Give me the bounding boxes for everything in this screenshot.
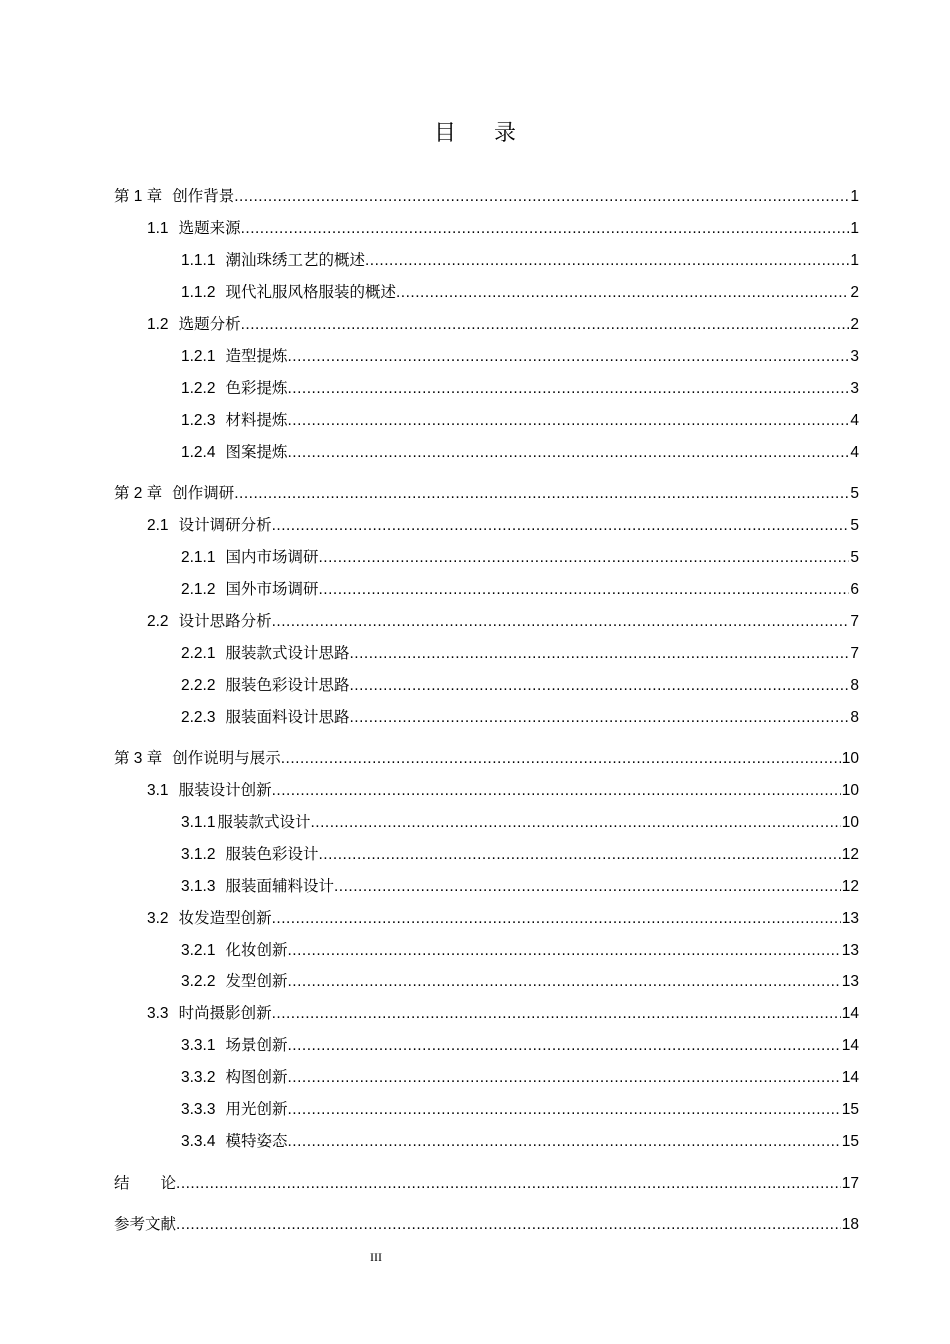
toc-entry-label: 服装色彩设计思路 <box>225 676 350 694</box>
toc-entry-number: 1.2.2 <box>181 380 216 397</box>
toc-entry[interactable] <box>0 1172 950 1194</box>
toc-entry-page: 3 <box>850 348 859 365</box>
toc-entry-number: 1.2.1 <box>181 348 216 365</box>
toc-entry-label: 服装设计创新 <box>178 781 272 799</box>
toc-entry[interactable] <box>0 970 950 992</box>
toc-entry-label: 参考文献 <box>114 1215 177 1233</box>
dot-leader <box>272 780 841 802</box>
dot-leader <box>350 643 850 665</box>
toc-entry-page: 10 <box>841 814 859 831</box>
toc-entry-page: 15 <box>841 1133 859 1150</box>
toc-entry-page: 3 <box>850 380 859 397</box>
page-title <box>0 116 950 147</box>
page-number-footer: III <box>370 1250 382 1264</box>
toc-entry-number: 3.3.1 <box>181 1037 216 1054</box>
toc-entry-page: 18 <box>841 1216 859 1233</box>
toc-entry-number: 3.2 <box>147 910 169 927</box>
toc-entry-number: 第 3 章 <box>114 750 163 767</box>
toc-entry-label: 选题分析 <box>178 315 241 333</box>
toc-entry-page: 14 <box>841 1069 859 1086</box>
toc-entry[interactable] <box>0 1130 950 1152</box>
toc-entry-number: 3.2.2 <box>181 973 216 990</box>
dot-leader <box>288 940 841 962</box>
dot-leader <box>311 812 841 834</box>
toc-entry-number: 3.3.3 <box>181 1101 216 1118</box>
toc-entry-page: 8 <box>850 709 859 726</box>
toc-entry[interactable] <box>0 217 950 239</box>
toc-entry-number: 3.1.2 <box>181 846 216 863</box>
toc-entry-page: 5 <box>850 549 859 566</box>
dot-leader <box>350 707 850 729</box>
toc-entry-number: 第 2 章 <box>114 485 163 502</box>
dot-leader <box>319 547 850 569</box>
dot-leader <box>241 218 850 240</box>
toc-entry[interactable] <box>0 185 950 207</box>
toc-entry-label: 妆发造型创新 <box>178 909 272 927</box>
toc-entry-label: 用光创新 <box>225 1100 288 1118</box>
toc-entry-label: 现代礼服风格服装的概述 <box>225 283 396 301</box>
toc-entry-label: 创作说明与展示 <box>172 749 281 767</box>
toc-entry[interactable] <box>0 578 950 600</box>
toc-entry[interactable] <box>0 1213 950 1235</box>
toc-entry-number: 1.1.2 <box>181 284 216 301</box>
toc-entry[interactable] <box>0 409 950 431</box>
toc-entry-page: 10 <box>841 782 859 799</box>
toc-entry-page: 2 <box>850 284 859 301</box>
dot-leader <box>319 844 841 866</box>
toc-entry-page: 13 <box>841 973 859 990</box>
toc-entry-page: 13 <box>841 910 859 927</box>
toc-entry-label: 结 论 <box>114 1174 177 1192</box>
toc-entry[interactable] <box>0 1034 950 1056</box>
toc-entry-label: 创作调研 <box>172 484 235 502</box>
dot-leader <box>365 250 849 272</box>
toc-entry[interactable] <box>0 1098 950 1120</box>
toc-entry-number: 3.3.4 <box>181 1133 216 1150</box>
toc-entry-number: 1.2 <box>147 316 169 333</box>
toc-entry-page: 1 <box>850 252 859 269</box>
toc-entry-page: 12 <box>841 878 859 895</box>
toc-entry[interactable] <box>0 747 950 769</box>
toc-entry-label: 时尚摄影创新 <box>178 1004 272 1022</box>
toc-entry-page: 8 <box>850 677 859 694</box>
toc-entry-number: 3.3.2 <box>181 1069 216 1086</box>
toc-entry-label: 发型创新 <box>225 972 288 990</box>
toc-entry-page: 17 <box>841 1175 859 1192</box>
toc-entry[interactable] <box>0 313 950 335</box>
toc-entry-number: 2.2 <box>147 613 169 630</box>
toc-entry-label: 创作背景 <box>172 187 235 205</box>
dot-leader <box>241 314 850 336</box>
dot-leader <box>176 1214 841 1236</box>
toc-entry-page: 12 <box>841 846 859 863</box>
toc-entry[interactable] <box>0 249 950 271</box>
dot-leader <box>272 515 850 537</box>
toc-entry[interactable] <box>0 1066 950 1088</box>
toc-entry-page: 5 <box>850 485 859 502</box>
toc-entry-number: 3.3 <box>147 1005 169 1022</box>
toc-entry-number: 第 1 章 <box>114 188 163 205</box>
toc-entry-label: 场景创新 <box>225 1036 288 1054</box>
toc-entry-number: 3.1.1 <box>181 814 216 831</box>
dot-leader <box>288 410 850 432</box>
dot-leader <box>288 378 850 400</box>
toc-entry-label: 潮汕珠绣工艺的概述 <box>225 251 365 269</box>
toc-entry[interactable] <box>0 907 950 929</box>
toc-entry-page: 14 <box>841 1037 859 1054</box>
toc-entry-number: 3.2.1 <box>181 942 216 959</box>
toc-entry-number: 2.2.2 <box>181 677 216 694</box>
toc-entry-label: 设计思路分析 <box>178 612 272 630</box>
toc-entry-page: 13 <box>841 942 859 959</box>
toc-entry-number: 1.2.4 <box>181 444 216 461</box>
toc-entry[interactable] <box>0 939 950 961</box>
dot-leader <box>319 579 850 601</box>
toc-entry-page: 2 <box>850 316 859 333</box>
dot-leader <box>281 748 841 770</box>
dot-leader <box>288 1067 841 1089</box>
toc-entry-number: 2.1 <box>147 517 169 534</box>
toc-entry-label: 材料提炼 <box>225 411 288 429</box>
toc-entry-page: 4 <box>850 444 859 461</box>
dot-leader <box>288 1035 841 1057</box>
toc-entry-label: 模特姿态 <box>225 1132 288 1150</box>
toc-entry[interactable] <box>0 706 950 728</box>
toc-entry[interactable] <box>0 482 950 504</box>
toc-entry-label: 服装面辅料设计 <box>225 877 334 895</box>
toc-entry[interactable] <box>0 546 950 568</box>
title-char-1: 目 <box>433 121 456 146</box>
toc-entry-page: 15 <box>841 1101 859 1118</box>
dot-leader <box>288 971 841 993</box>
toc-entry-label: 设计调研分析 <box>178 516 272 534</box>
toc-entry-label: 服装面料设计思路 <box>225 708 350 726</box>
dot-leader <box>288 346 850 368</box>
dot-leader <box>272 611 850 633</box>
toc-entry-label: 化妆创新 <box>225 941 288 959</box>
toc-entry[interactable] <box>0 377 950 399</box>
toc-entry[interactable] <box>0 642 950 664</box>
toc-entry-page: 1 <box>850 188 859 205</box>
toc-entry-number: 2.1.2 <box>181 581 216 598</box>
toc-entry[interactable] <box>0 843 950 865</box>
toc-entry[interactable] <box>0 811 950 833</box>
toc-entry-page: 7 <box>850 645 859 662</box>
toc-entry-label: 造型提炼 <box>225 347 288 365</box>
dot-leader <box>234 483 849 505</box>
toc-entry[interactable] <box>0 514 950 536</box>
toc-entry-label: 服装款式设计思路 <box>225 644 350 662</box>
toc-entry-number: 2.2.1 <box>181 645 216 662</box>
toc-entry[interactable] <box>0 345 950 367</box>
title-char-2: 录 <box>494 121 517 146</box>
toc-entry-number: 1.2.3 <box>181 412 216 429</box>
toc-entry-label: 选题来源 <box>178 219 241 237</box>
toc-entry-number: 2.2.3 <box>181 709 216 726</box>
dot-leader <box>396 282 849 304</box>
toc-entry-label: 国内市场调研 <box>225 548 319 566</box>
toc-entry[interactable] <box>0 875 950 897</box>
dot-leader <box>272 1003 841 1025</box>
dot-leader <box>288 1131 841 1153</box>
toc-entry-number: 3.1.3 <box>181 878 216 895</box>
toc-entry-number: 2.1.1 <box>181 549 216 566</box>
toc-entry-page: 7 <box>850 613 859 630</box>
toc-entry[interactable] <box>0 779 950 801</box>
toc-entry-label: 国外市场调研 <box>225 580 319 598</box>
dot-leader <box>288 1099 841 1121</box>
dot-leader <box>334 876 841 898</box>
dot-leader <box>234 186 849 208</box>
toc-entry-page: 4 <box>850 412 859 429</box>
toc-entry-label: 色彩提炼 <box>225 379 288 397</box>
toc-entry-page: 5 <box>850 517 859 534</box>
toc-entry-page: 14 <box>841 1005 859 1022</box>
toc-entry[interactable] <box>0 674 950 696</box>
dot-leader <box>350 675 850 697</box>
toc-entry-page: 10 <box>841 750 859 767</box>
dot-leader <box>272 908 841 930</box>
dot-leader <box>288 442 850 464</box>
toc-entry[interactable] <box>0 1002 950 1024</box>
toc-entry-number: 3.1 <box>147 782 169 799</box>
toc-entry-label: 构图创新 <box>225 1068 288 1086</box>
toc-entry-number: 1.1.1 <box>181 252 216 269</box>
toc-entry[interactable] <box>0 610 950 632</box>
toc-entry-number: 1.1 <box>147 220 169 237</box>
toc-entry-label: 服装款式设计 <box>217 813 311 831</box>
toc-entry-label: 服装色彩设计 <box>225 845 319 863</box>
dot-leader <box>176 1173 841 1195</box>
toc-entry[interactable] <box>0 281 950 303</box>
toc-entry-page: 1 <box>850 220 859 237</box>
toc-entry-label: 图案提炼 <box>225 443 288 461</box>
toc-entry[interactable] <box>0 441 950 463</box>
toc-entry-page: 6 <box>850 581 859 598</box>
